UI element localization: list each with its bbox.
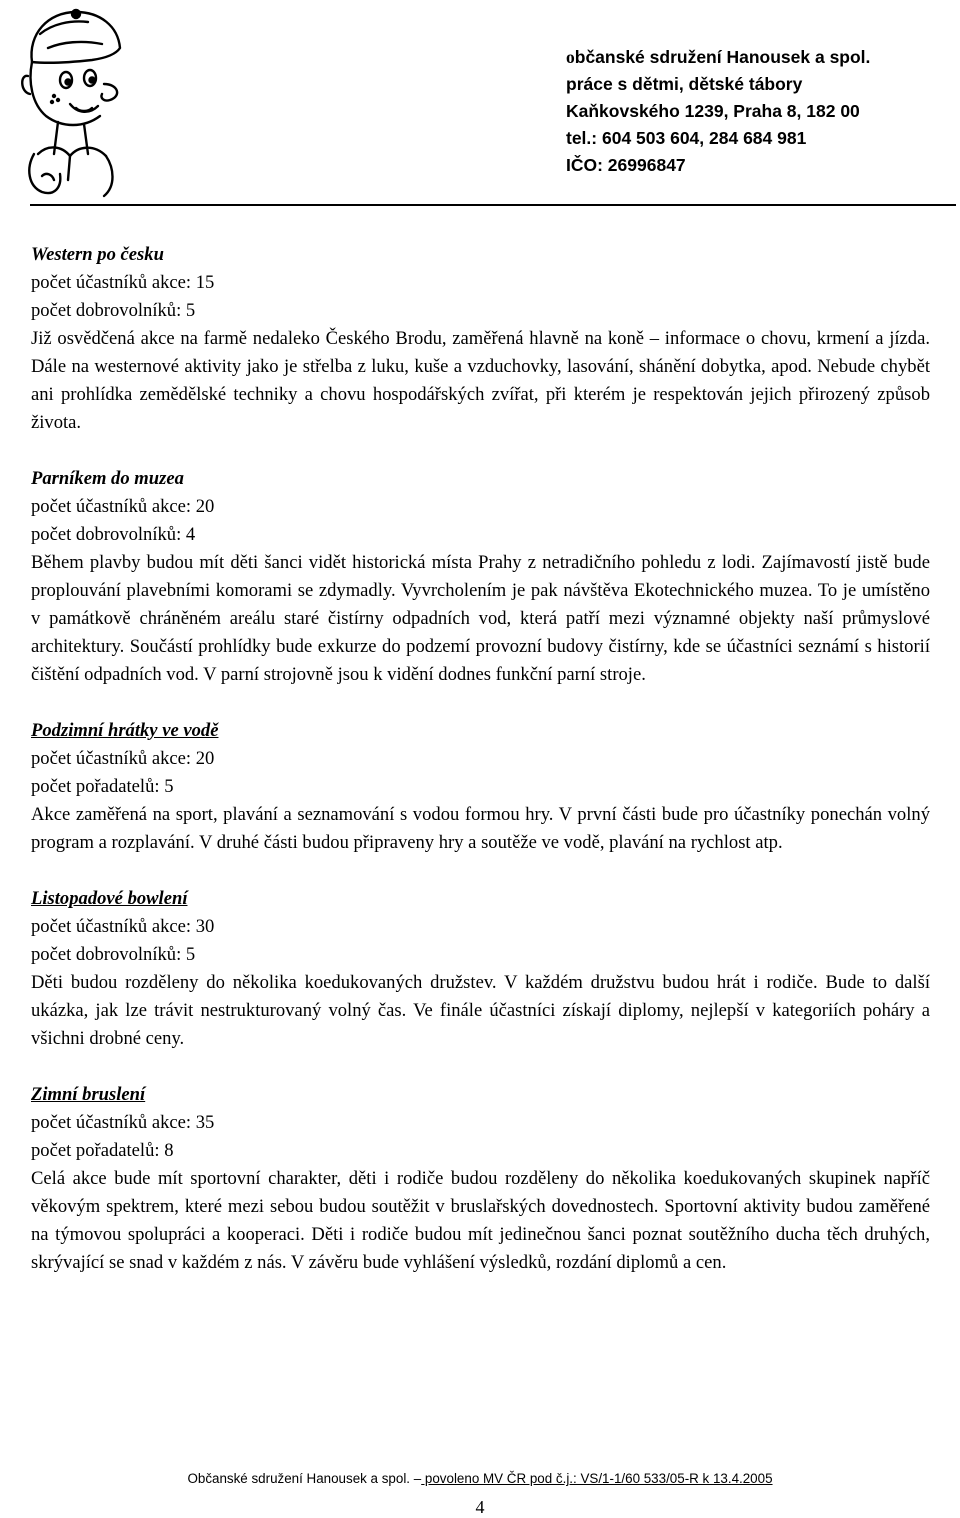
participants-count: počet účastníků akce: 20 [31, 748, 215, 769]
page-number: 4 [475, 1497, 485, 1517]
section-text: Celá akce bude mít sportovní charakter, děti i rodiče budou rozděleny do několika koedukovaných skupinek napříč věkovým spektrem, které mezi sebou budou soutěžit v bruslařských dovednostech. Sportovní aktivity budou zaměřené na týmovou spolupráci a kooperaci. Děti i rodiče budou mít jedinečnou šanci poznat soutěžního ducha těch druhých, skrývající se snad v každém z nás. V závěru bude vyhlášení výsledků, rozdání diplomů a cen. [31, 1168, 930, 1273]
participants-count: počet účastníků akce: 35 [31, 1112, 215, 1133]
participants-count: počet účastníků akce: 30 [31, 916, 215, 937]
org-address: Kaňkovského 1239, Praha 8, 182 00 [566, 101, 860, 121]
organization-header [566, 44, 870, 179]
section-text: Akce zaměřená na sport, plavání a seznamování s vodou formou hry. V první části bude pro účastníky ponechán volný program a rozplavání. V druhé části budou připraveny hry a soutěže ve vodě, plavání na rychlost atp. [31, 804, 930, 853]
section-title: Parníkem do muzea [31, 468, 184, 489]
org-name-rest: bčanské sdružení Hanousek a spol. [574, 47, 871, 67]
section-title: Western po česku [31, 244, 164, 265]
section-text: Již osvědčená akce na farmě nedaleko Českého Brodu, zaměřená hlavně na koně – informace o chovu, krmení a jízda. Dále na westernové aktivity jako je střelba z luku, kuše a vzduchovky, lasování, shánění dobytka, apod. Nebude chybět ani prohlídka zemědělské techniky a chovu hospodářských zvířat, při kterém je respektován jejich přirozený způsob života. [31, 328, 930, 433]
organizers-count: počet pořadatelů: 5 [31, 776, 174, 797]
org-ico: IČO: 26996847 [566, 155, 686, 175]
participants-count: počet účastníků akce: 20 [31, 496, 215, 517]
volunteers-count: počet dobrovolníků: 4 [31, 524, 196, 545]
section-podzimni [31, 717, 930, 857]
volunteers-count: počet dobrovolníků: 5 [31, 300, 196, 321]
section-listopadove [31, 885, 930, 1053]
footer-org-name: Občanské sdružení Hanousek a spol. [187, 1471, 414, 1486]
section-text: Děti budou rozděleny do několika koedukovaných družstev. V každém družstvu budou hrát i rodiče. Bude to další ukázka, jak lze trávit nestrukturovaný volný čas. Ve finále účastníci získají diplomy, nejlepší v kategoriích poháry a všichni drobné ceny. [31, 972, 930, 1049]
org-phone: tel.: 604 503 604, 284 684 981 [566, 128, 807, 148]
org-name-first-letter: o [566, 47, 575, 67]
footer-registration: povoleno MV ČR pod č.j.: VS/1-1/60 533/05-R k 13.4.2005 [421, 1471, 773, 1486]
organizers-count: počet pořadatelů: 8 [31, 1140, 174, 1161]
section-title: Zimní bruslení [31, 1084, 146, 1105]
header-divider [30, 204, 956, 206]
boy-logo-icon [18, 4, 128, 200]
section-text: Během plavby budou mít děti šanci vidět historická místa Prahy z netradičního pohledu z lodi. Zajímavostí jistě bude proplouvání plavebními komorami se zdymadly. Vyvrcholením je pak návštěva Ekotechnického muzea. To je umístěno v památkově chráněném areálu staré čistírny odpadních vod, která patří mezi významné objekty naší průmyslové architektury. Součástí prohlídky bude exkurze do podzemí provozní budovy čistírny, kde se účastníci seznámí s historií čištění odpadních vod. V parní strojovně jsou k vidění dodnes funkční parní stroje. [31, 552, 930, 685]
document-body [31, 241, 930, 1305]
org-activity: práce s dětmi, dětské tábory [566, 74, 803, 94]
page-footer [0, 1470, 960, 1488]
section-parnikem [31, 465, 930, 689]
section-zimni [31, 1081, 930, 1277]
volunteers-count: počet dobrovolníků: 5 [31, 944, 196, 965]
participants-count: počet účastníků akce: 15 [31, 272, 215, 293]
section-title: Podzimní hrátky ve vodě [31, 720, 219, 741]
org-name [566, 44, 870, 71]
section-western [31, 241, 930, 437]
footer-dash: – [413, 1471, 422, 1486]
section-title: Listopadové bowlení [31, 888, 188, 909]
